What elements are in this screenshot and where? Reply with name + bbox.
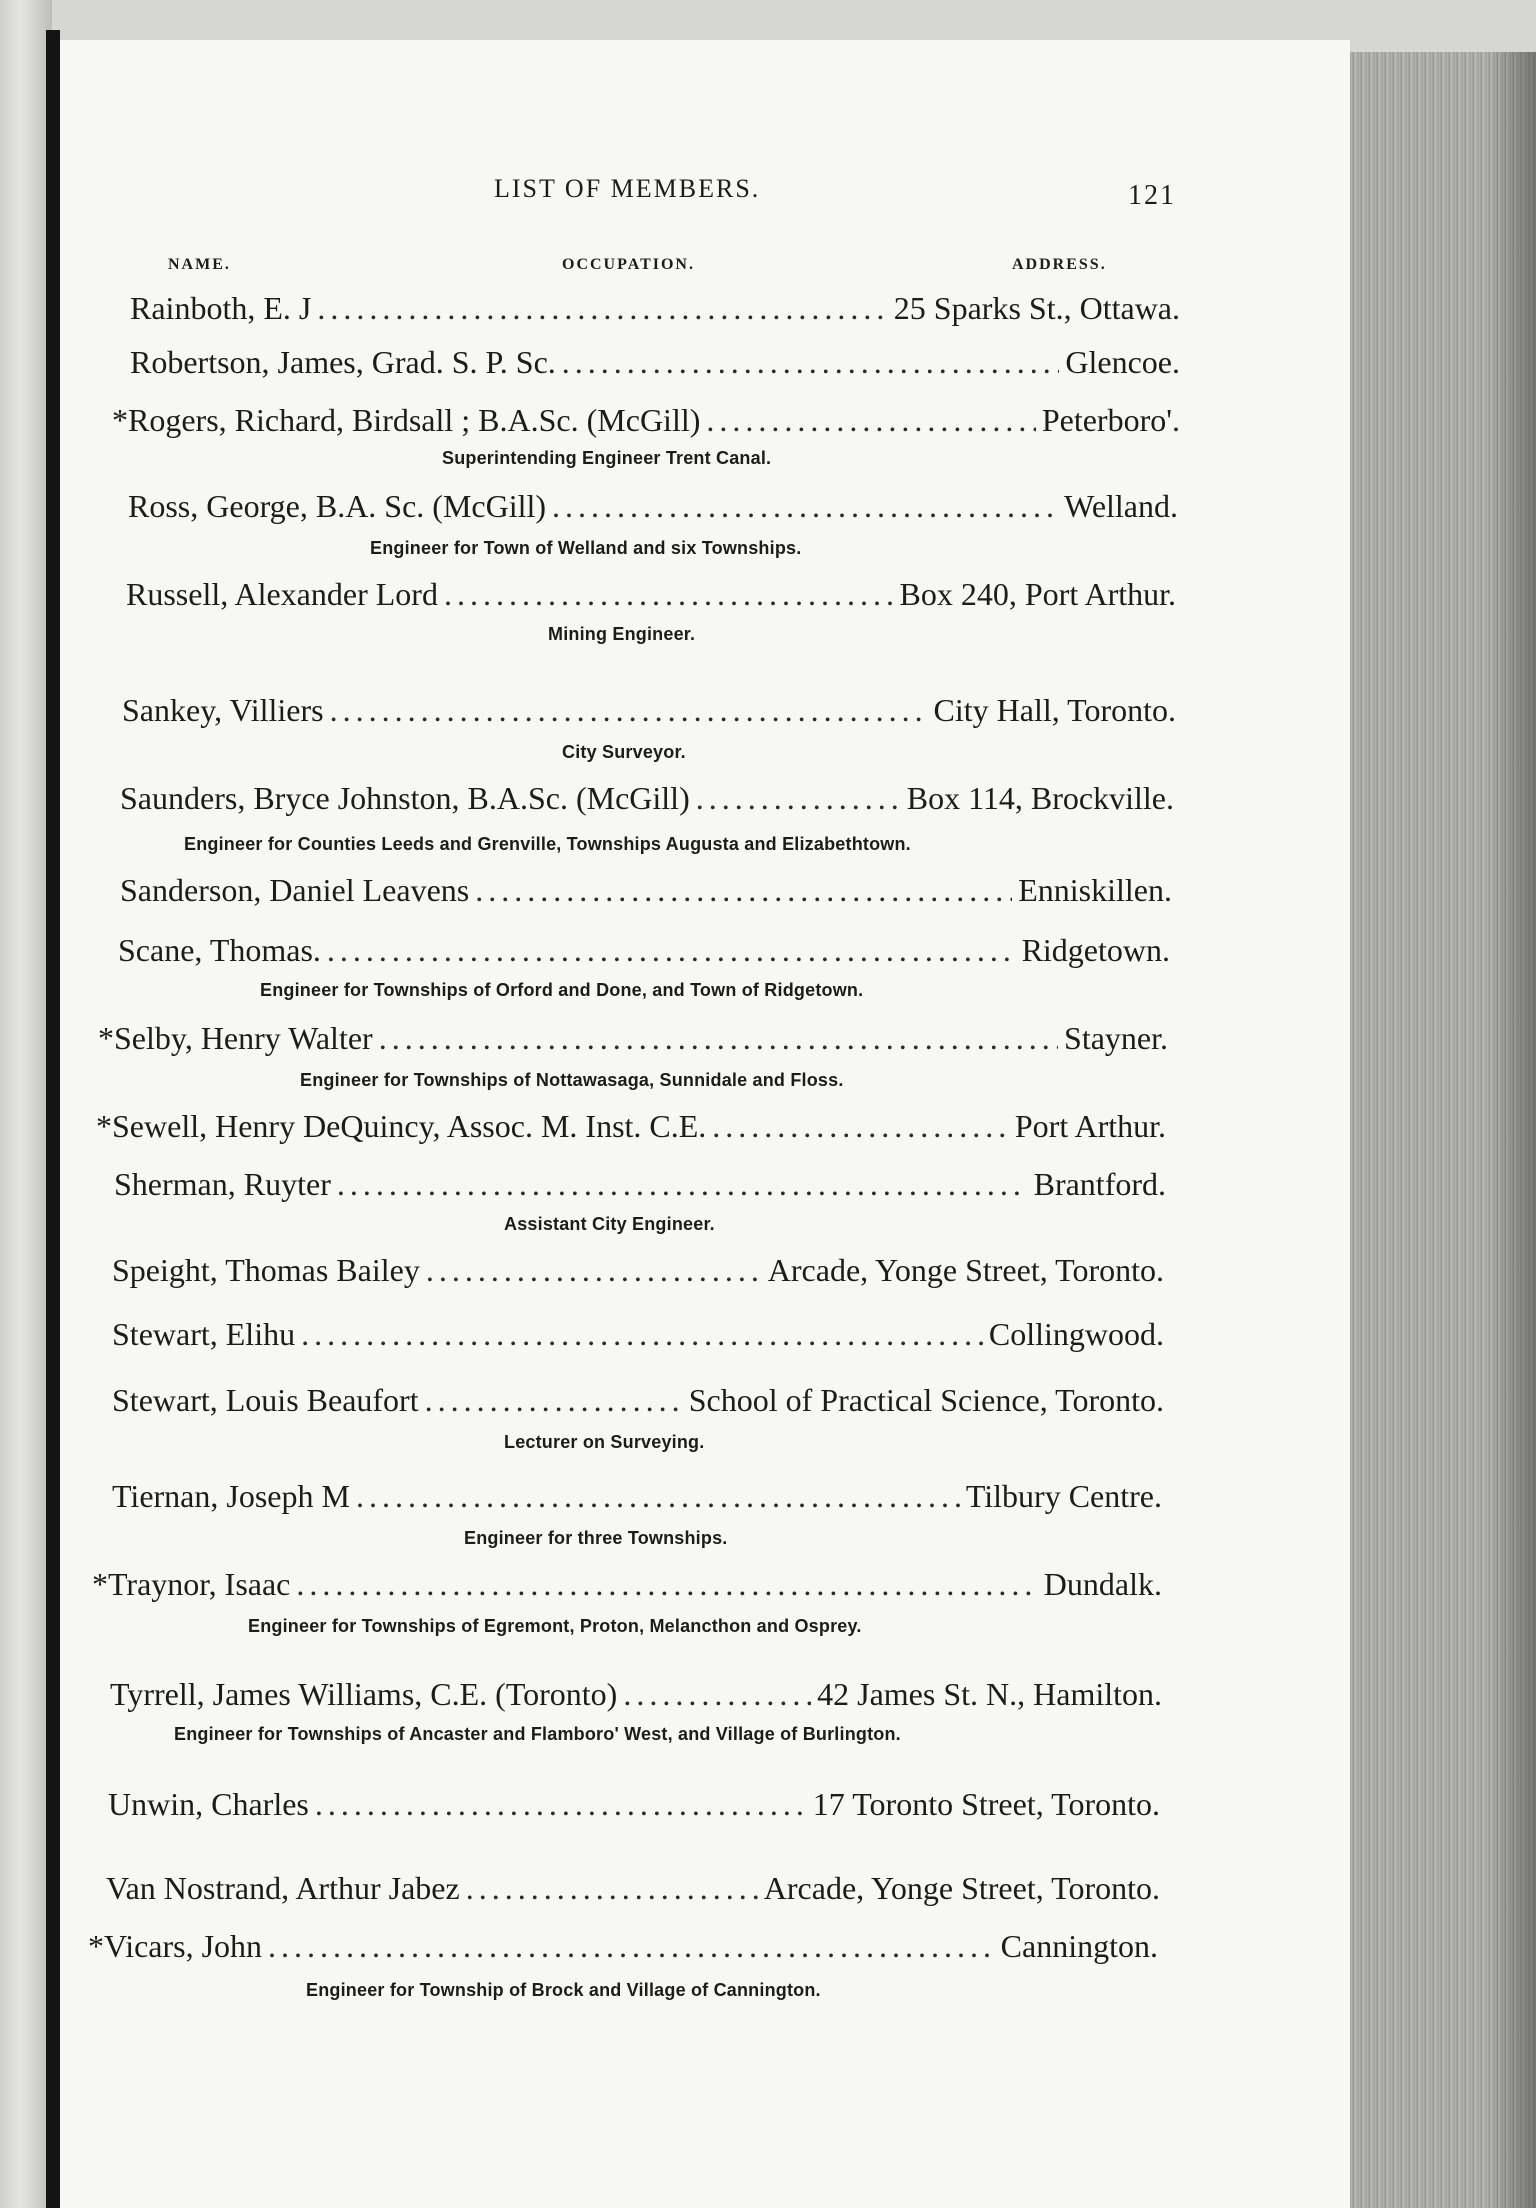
page-number: 121 [1128,180,1176,211]
member-entry [120,872,1172,916]
member-entry [108,1786,1160,1830]
member-entry [96,1108,1166,1152]
member-name: Stewart, Louis Beaufort [112,1382,419,1418]
member-name: Tiernan, Joseph M [112,1478,350,1514]
leader-dots [268,1928,995,1965]
member-name: *Sewell, Henry DeQuincy, Assoc. M. Inst. C.E. [96,1108,707,1144]
leader-dots [466,1870,758,1907]
member-address: Tilbury Centre. [965,1478,1162,1514]
member-address: Peterboro'. [1041,402,1180,438]
member-address: Cannington. [1000,1928,1158,1964]
member-name: Russell, Alexander Lord [126,576,438,612]
member-name: Robertson, James, Grad. S. P. Sc. [130,344,556,380]
member-entry [118,932,1170,976]
member-entry [106,1870,1160,1914]
member-name: Van Nostrand, Arthur Jabez [106,1870,460,1906]
leader-dots [444,576,894,613]
member-entry [120,780,1174,824]
member-note: Engineer for Townships of Ancaster and Flamboro' West, and Village of Burlington. [174,1724,901,1744]
member-name: Tyrrell, James Williams, C.E. (Toronto) [110,1676,618,1712]
member-address: Port Arthur. [1014,1108,1166,1144]
member-name: *Traynor, Isaac [92,1566,291,1602]
member-name: *Selby, Henry Walter [98,1020,373,1056]
member-note: Engineer for Townships of Orford and Done, and Town of Ridgetown. [260,980,864,1000]
member-address: Ridgetown. [1021,932,1170,968]
member-entry [112,1478,1162,1522]
member-entry [122,692,1176,736]
book-spine [46,30,60,2208]
member-note: Mining Engineer. [548,624,696,644]
column-header-address: ADDRESS. [1012,256,1107,273]
member-address: Welland. [1064,488,1178,524]
member-note: Lecturer on Surveying. [504,1432,705,1452]
leader-dots [696,780,901,817]
member-entry [114,1166,1166,1210]
member-note: Engineer for Town of Welland and six Townships. [370,538,802,558]
leader-dots [562,344,1060,381]
left-margin-strip [0,0,52,2208]
leader-dots [356,1478,960,1515]
member-name: *Rogers, Richard, Birdsall ; B.A.Sc. (McGill) [112,402,701,438]
leader-dots [315,1786,807,1823]
member-address: Glencoe. [1065,344,1180,380]
leader-dots [317,290,887,327]
member-entry [110,1676,1162,1720]
leader-dots [552,488,1058,525]
member-note: Engineer for Townships of Nottawasaga, Sunnidale and Floss. [300,1070,844,1090]
leader-dots [475,872,1012,909]
member-entry [112,1316,1164,1360]
member-note: Engineer for Township of Brock and Village of Cannington. [306,1980,821,2000]
member-address: Box 114, Brockville. [906,780,1174,816]
member-entry [112,1252,1164,1296]
member-entry [92,1566,1162,1610]
member-note: Assistant City Engineer. [504,1214,715,1234]
member-note: Engineer for three Townships. [464,1528,728,1548]
leader-dots [712,1108,1009,1145]
leader-dots [426,1252,762,1289]
leader-dots [379,1020,1058,1057]
leader-dots [706,402,1035,439]
page-edges [1350,52,1536,2208]
column-header-name: NAME. [168,256,231,273]
member-address: 42 James St. N., Hamilton. [817,1676,1162,1712]
member-address: Arcade, Yonge Street, Toronto. [767,1252,1164,1288]
member-address: 17 Toronto Street, Toronto. [812,1786,1160,1822]
leader-dots [623,1676,811,1713]
member-address: School of Practical Science, Toronto. [688,1382,1164,1418]
member-address: Enniskillen. [1018,872,1172,908]
member-entry [112,402,1180,446]
member-address: Stayner. [1064,1020,1168,1056]
member-name: Scane, Thomas. [118,932,321,968]
member-name: Stewart, Elihu [112,1316,296,1352]
member-note: Engineer for Townships of Egremont, Proton, Melancthon and Osprey. [248,1616,862,1636]
leader-dots [296,1566,1037,1603]
member-address: Box 240, Port Arthur. [899,576,1176,612]
member-note: Superintending Engineer Trent Canal. [442,448,772,468]
leader-dots [301,1316,983,1353]
member-entry [126,576,1176,620]
member-entry [130,290,1180,334]
column-header-occupation: OCCUPATION. [562,256,695,273]
leader-dots [327,932,1016,969]
leader-dots [337,1166,1028,1203]
member-address: Arcade, Yonge Street, Toronto. [763,1870,1160,1906]
page-title: LIST OF MEMBERS. [494,174,761,203]
member-entry [112,1382,1164,1426]
member-address: Brantford. [1033,1166,1166,1202]
member-name: Ross, George, B.A. Sc. (McGill) [128,488,547,524]
member-address: City Hall, Toronto. [933,692,1176,728]
member-address: 25 Sparks St., Ottawa. [893,290,1180,326]
leader-dots [425,1382,683,1419]
member-name: Speight, Thomas Bailey [112,1252,420,1288]
member-entry [98,1020,1168,1064]
member-address: Collingwood. [988,1316,1164,1352]
member-entry [130,344,1180,388]
member-name: Saunders, Bryce Johnston, B.A.Sc. (McGill) [120,780,690,816]
member-address: Dundalk. [1043,1566,1162,1602]
member-name: Sankey, Villiers [122,692,324,728]
member-name: Sanderson, Daniel Leavens [120,872,470,908]
member-entry [88,1928,1158,1972]
member-name: *Vicars, John [88,1928,263,1964]
member-note: Engineer for Counties Leeds and Grenville, Townships Augusta and Elizabethtown. [184,834,911,854]
member-name: Unwin, Charles [108,1786,309,1822]
member-entry [128,488,1178,532]
member-name: Sherman, Ruyter [114,1166,331,1202]
leader-dots [330,692,928,729]
member-note: City Surveyor. [562,742,686,762]
member-name: Rainboth, E. J [130,290,312,326]
